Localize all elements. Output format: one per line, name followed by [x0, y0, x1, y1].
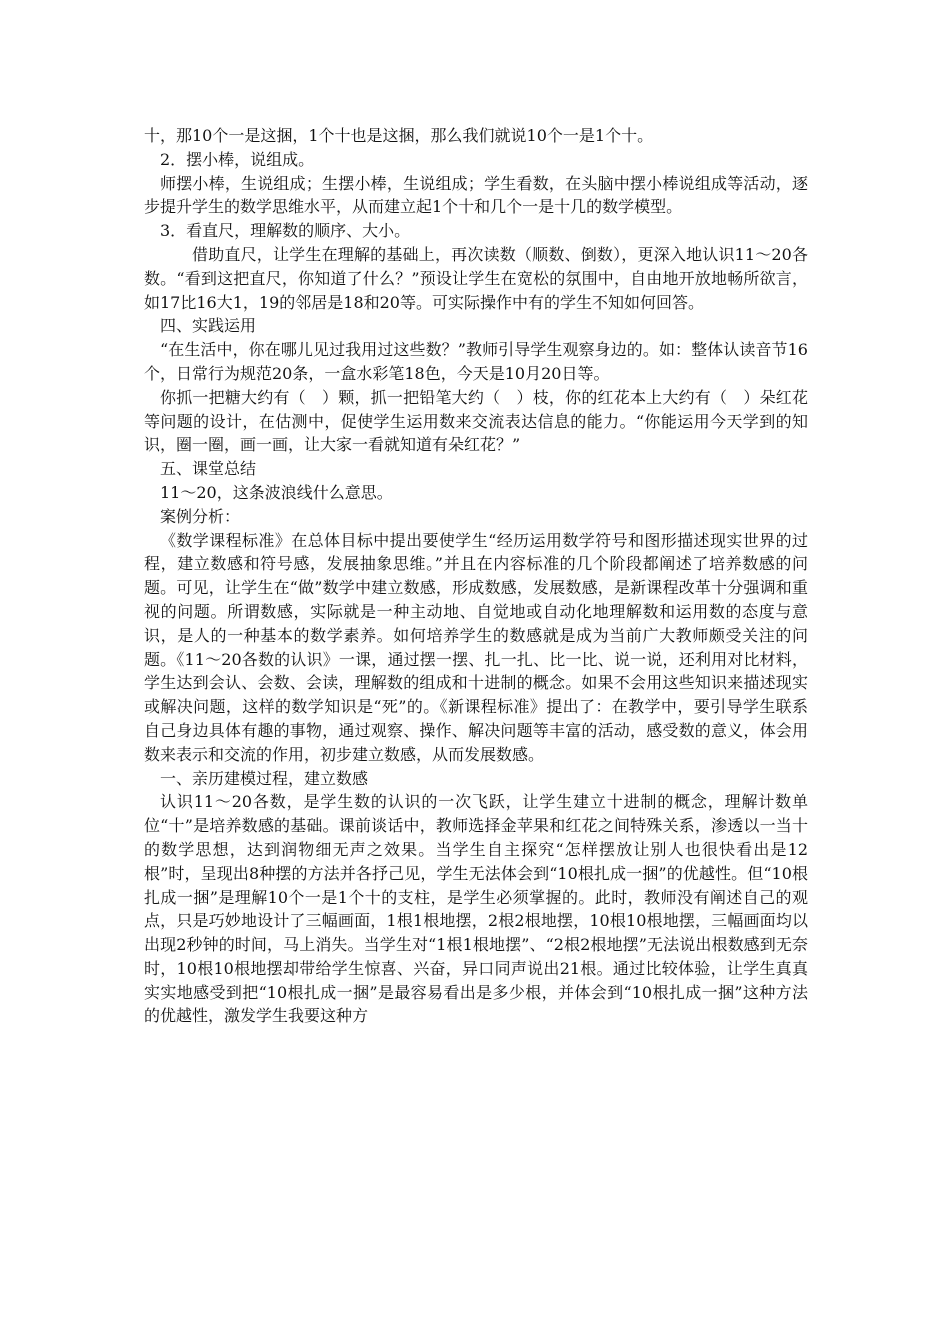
- paragraph-continuation: 十，那10个一是这捆，1个十也是这捆，那么我们就说10个一是1个十。: [144, 126, 654, 145]
- document-page: [144, 124, 808, 1028]
- paragraph-step-3: 借助直尺，让学生在理解的基础上，再次读数（顺数、倒数），更深入地认识11～20各数。“看到这把直尺，你知道了什么？”预设让学生在宽松的氛围中，自由地开放地畅所欲言，如17比16大1，19的邻居是18和20等。可实际操作中有的学生不知如何回答。: [144, 244, 808, 312]
- section-heading-summary: 五、课堂总结: [160, 459, 257, 479]
- paragraph-step-2: 师摆小棒，生说组成；生摆小棒，生说组成；学生看数，在头脑中摆小棒说组成等活动，逐步提升学生的数学思维水平，从而建立起1个十和几个一是十几的数学模型。: [144, 173, 808, 217]
- paragraph-summary: 11～20，这条波浪线什么意思。: [160, 482, 393, 502]
- paragraph-modeling: 认识11～20各数，是学生数的认识的一次飞跃，让学生建立十进制的概念，理解计数单位“十”是培养数感的基础。课前谈话中，教师选择金苹果和红花之间特殊关系，渗透以一当十的数学思想，达到润物细无声之效果。当学生自主探究“怎样摆放让别人也很快看出是12根”时，呈现出8种摆的方法并各抒己见，学生无法体会到“10根扎成一捆”的优越性。但“10根扎成一捆”是理解10个一是1个十的支柱，是学生必须掌握的。此时，教师没有阐述自己的观点，只是巧妙地设计了三幅画面，1根1根地摆，2根2根地摆，10根10根地摆，三幅画面均以出现2秒钟的时间，马上消失。当学生对“1根1根地摆”、“2根2根地摆”无法说出根数感到无奈时，10根10根地摆却带给学生惊喜、兴奋，异口同声说出21根。通过比较体验，让学生真真实实地感受到把“10根扎成一捆”是最容易看出是多少根，并体会到“10根扎成一捆”这种方法的优越性，激发学生我要这种方: [144, 792, 808, 1026]
- paragraph-practice-1: “在生活中，你在哪儿见过我用过这些数？”教师引导学生观察身边的。如：整体认读音节16个，日常行为规范20条，一盒水彩笔18色，今天是10月20日等。: [144, 340, 808, 383]
- step-heading-2: 2．摆小棒，说组成。: [160, 149, 315, 169]
- step-heading-3: 3．看直尺，理解数的顺序、大小。: [160, 221, 411, 241]
- paragraph-case-analysis: 《数学课程标准》在总体目标中提出要使学生“经历运用数学符号和图形描述现实世界的过程，建立数感和符号感，发展抽象思维。”并且在内容标准的几个阶段都阐述了培养数感的问题。可见，让学生在“做”数学中建立数感，形成数感，发展数感，是新课程改革十分强调和重视的问题。所谓数感，实际就是一种主动地、自觉地或自动化地理解数和运用数的态度与意识，是人的一种基本的数学素养。如何培养学生的数感就是成为当前广大教师颇受关注的问题。《11～20各数的认识》一课，通过摆一摆、扎一扎、比一比、说一说，还利用对比材料，学生达到会认、会数、会读，理解数的组成和十进制的概念。如果不会用这些知识来描述现实或解决问题，这样的数学知识是“死”的。《新课程标准》提出了：在教学中，要引导学生联系自己身边具体有趣的事物，通过观察、操作、解决问题等丰富的活动，感受数的意义，体会用数来表示和交流的作用，初步建立数感，从而发展数感。: [144, 530, 808, 764]
- section-heading-modeling: 一、亲历建模过程，建立数感: [160, 768, 369, 788]
- section-heading-practice: 四、实践运用: [160, 316, 257, 336]
- case-analysis-heading: 案例分析：: [160, 506, 241, 526]
- paragraph-practice-2: 你抓一把糖大约有（ ）颗，抓一把铅笔大约（ ）枝，你的红花本上大约有（ ）朵红花等问题的设计，在估测中，促使学生运用数来交流表达信息的能力。“你能运用今天学到的知识，圈一圈，画一画，让大家一看就知道有朵红花？”: [144, 387, 808, 455]
